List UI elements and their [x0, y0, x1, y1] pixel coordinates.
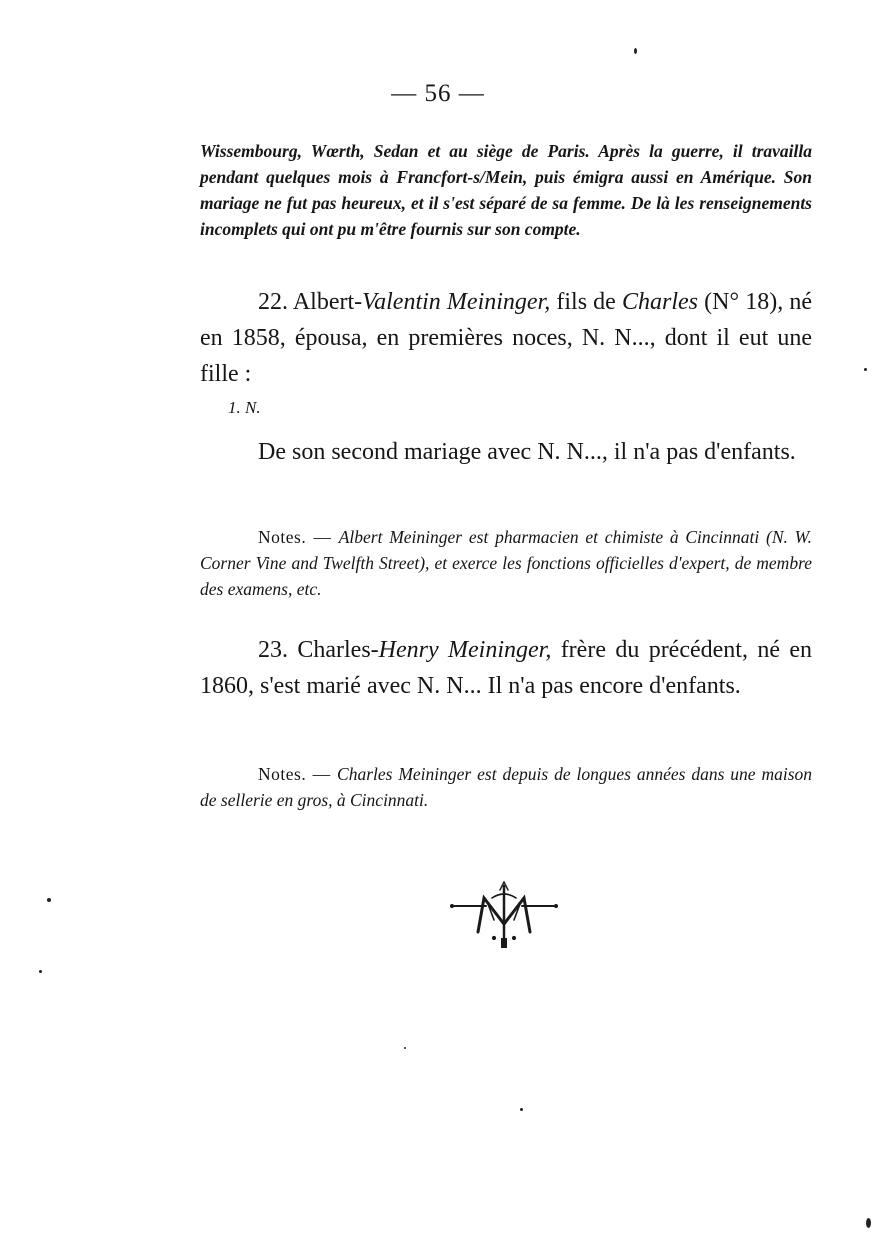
entry-23-notes-label: Notes. —: [258, 764, 338, 784]
entry-22-second-marriage: De son second mariage avec N. N..., il n'a pas d'enfants.: [258, 439, 796, 465]
print-speck: [866, 1218, 871, 1228]
print-speck: [47, 898, 51, 902]
entry-23-name: Henry Meininger,: [378, 637, 552, 663]
print-speck: [39, 970, 42, 973]
entry-22-text-b: (N° 18), né en 1858, épousa, en premières noces, N. N..., dont il eut une fille :: [200, 289, 812, 387]
monogram-ornament-icon: [448, 880, 560, 950]
entry-23-text: frère du précédent, né en 1860, s'est marié avec N. N... Il n'a pas encore d'enfants.: [200, 637, 812, 699]
entry-23: [200, 632, 812, 704]
entry-22-notes: [200, 524, 812, 602]
entry-23-notes-text: Charles Meininger est depuis de longues années dans une maison de sellerie en gros, à Cincinnati.: [200, 764, 813, 810]
print-speck: [404, 1047, 406, 1049]
entry-22-text-a: fils de: [550, 289, 622, 315]
entry-22-child: 1. N.: [228, 398, 261, 417]
entry-22-number: 22. Albert-: [258, 289, 363, 315]
entry-23-number: 23. Charles-: [258, 637, 379, 663]
paragraph-wissembourg: Wissembourg, Wœrth, Sedan et au siège de Paris. Après la guerre, il travailla pendant quelques mois à Francfort-s/Mein, puis émigra aussi en Amérique. Son mariage ne fut pas heureux, et il s'est séparé de sa femme. De là les renseignements incomplets qui ont pu m'être fournis sur son compte.: [200, 141, 812, 239]
entry-22-father: Charles: [621, 289, 698, 315]
entry-23-notes: [200, 761, 812, 813]
entry-22-notes-text: Albert Meininger est pharmacien et chimiste à Cincinnati (N. W. Corner Vine and Twelfth Street), et exerce les fonctions officielles d'expert, de membre des examens, etc.: [200, 527, 813, 599]
print-speck: [634, 48, 637, 54]
entry-22-name: Valentin Meininger,: [362, 289, 551, 315]
print-speck: [864, 368, 867, 371]
entry-22-notes-label: Notes. —: [258, 527, 339, 547]
print-speck: [520, 1108, 523, 1111]
entry-22: [200, 284, 812, 392]
page-number: — 56 —: [391, 80, 485, 107]
